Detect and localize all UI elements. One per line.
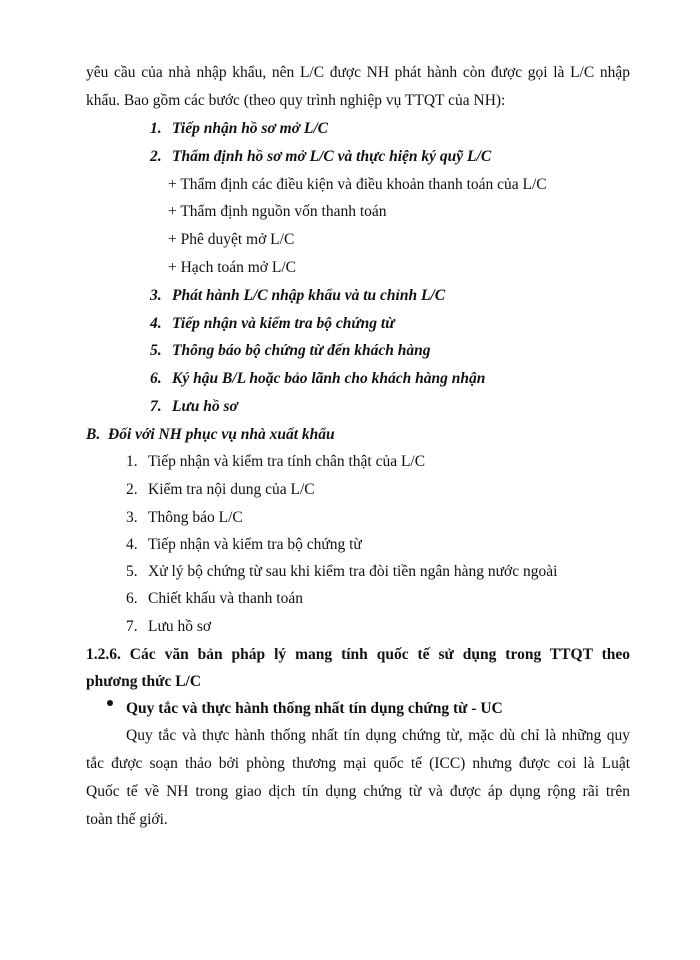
paragraph-line-3: Quốc tế về NH trong giao dịch tín dụng chứng từ và được áp dụng rộng rãi trên bbox=[86, 783, 630, 800]
step-text: Kiểm tra nội dung của L/C bbox=[148, 481, 315, 498]
step-number: 4. bbox=[126, 536, 138, 553]
exporter-step-2 bbox=[126, 480, 315, 500]
step-number: 1. bbox=[150, 120, 162, 137]
section-b-label: B. bbox=[86, 426, 101, 443]
exporter-step-1 bbox=[126, 452, 425, 472]
sub-step-2: + Thẩm định nguồn vốn thanh toán bbox=[168, 203, 387, 220]
step-text: Lưu hồ sơ bbox=[172, 398, 238, 415]
importer-step-1 bbox=[150, 119, 328, 139]
step-text: Chiết khấu và thanh toán bbox=[148, 590, 303, 607]
step-text: Lưu hồ sơ bbox=[148, 618, 212, 635]
step-number: 7. bbox=[150, 398, 162, 415]
importer-step-7 bbox=[150, 397, 238, 417]
exporter-step-7 bbox=[126, 617, 211, 637]
paragraph-line-2: tắc được soạn thảo bởi phòng thương mại quốc tế (ICC) nhưng được coi là Luật bbox=[86, 755, 630, 772]
step-text: Thẩm định hồ sơ mở L/C và thực hiện ký quỹ L/C bbox=[172, 148, 492, 165]
step-number: 6. bbox=[150, 370, 162, 387]
bullet-icon bbox=[107, 700, 113, 706]
importer-step-2 bbox=[150, 147, 491, 167]
step-text: Tiếp nhận và kiểm tra tính chân thật của L/C bbox=[148, 453, 426, 470]
exporter-step-4 bbox=[126, 535, 362, 555]
step-number: 4. bbox=[150, 315, 162, 332]
step-text: Tiếp nhận và kiểm tra bộ chứng từ bbox=[148, 536, 362, 553]
step-text: Ký hậu B/L hoặc bảo lãnh cho khách hàng nhận bbox=[172, 370, 486, 387]
paragraph-line-1: Quy tắc và thực hành thống nhất tín dụng chứng từ, mặc dù chỉ là những quy bbox=[126, 727, 630, 744]
sub-step-1: + Thẩm định các điều kiện và điều khoản thanh toán của L/C bbox=[168, 176, 547, 193]
step-number: 7. bbox=[126, 618, 138, 635]
step-number: 5. bbox=[126, 563, 138, 580]
importer-step-4 bbox=[150, 314, 395, 334]
paragraph-line-4: toàn thế giới. bbox=[86, 811, 168, 828]
step-text: Tiếp nhận hồ sơ mở L/C bbox=[172, 120, 329, 137]
importer-step-6 bbox=[150, 369, 485, 389]
step-text: Xử lý bộ chứng từ sau khi kiểm tra đòi tiền ngân hàng nước ngoài bbox=[148, 563, 558, 580]
importer-step-3 bbox=[150, 286, 445, 306]
step-text: Tiếp nhận và kiểm tra bộ chứng từ bbox=[172, 315, 395, 332]
step-number: 5. bbox=[150, 342, 162, 359]
exporter-step-5 bbox=[126, 562, 557, 582]
step-number: 2. bbox=[126, 481, 138, 498]
section-heading-line-2: phương thức L/C bbox=[86, 673, 202, 690]
step-number: 2. bbox=[150, 148, 162, 165]
step-text: Thông báo bộ chứng từ đến khách hàng bbox=[172, 342, 431, 359]
step-number: 3. bbox=[150, 287, 162, 304]
intro-line-1: yêu cầu của nhà nhập khẩu, nên L/C được NH phát hành còn được gọi là L/C nhập bbox=[86, 64, 630, 81]
bullet-title: Quy tắc và thực hành thống nhất tín dụng chứng từ - UC bbox=[126, 700, 503, 717]
sub-step-4: + Hạch toán mở L/C bbox=[168, 259, 296, 276]
intro-line-2: khẩu. Bao gồm các bước (theo quy trình nghiệp vụ TTQT của NH): bbox=[86, 92, 506, 109]
section-heading-line-1: 1.2.6. Các văn bản pháp lý mang tính quốc tế sử dụng trong TTQT theo bbox=[86, 646, 630, 663]
importer-step-5 bbox=[150, 341, 430, 361]
section-b-heading bbox=[86, 425, 335, 445]
exporter-step-3 bbox=[126, 508, 243, 528]
step-number: 6. bbox=[126, 590, 138, 607]
sub-step-3: + Phê duyệt mở L/C bbox=[168, 231, 295, 248]
step-number: 1. bbox=[126, 453, 138, 470]
step-text: Thông báo L/C bbox=[148, 509, 243, 526]
step-text: Phát hành L/C nhập khẩu và tu chỉnh L/C bbox=[172, 287, 446, 304]
section-b-title: Đối với NH phục vụ nhà xuất khẩu bbox=[108, 426, 335, 443]
step-number: 3. bbox=[126, 509, 138, 526]
exporter-step-6 bbox=[126, 589, 303, 609]
